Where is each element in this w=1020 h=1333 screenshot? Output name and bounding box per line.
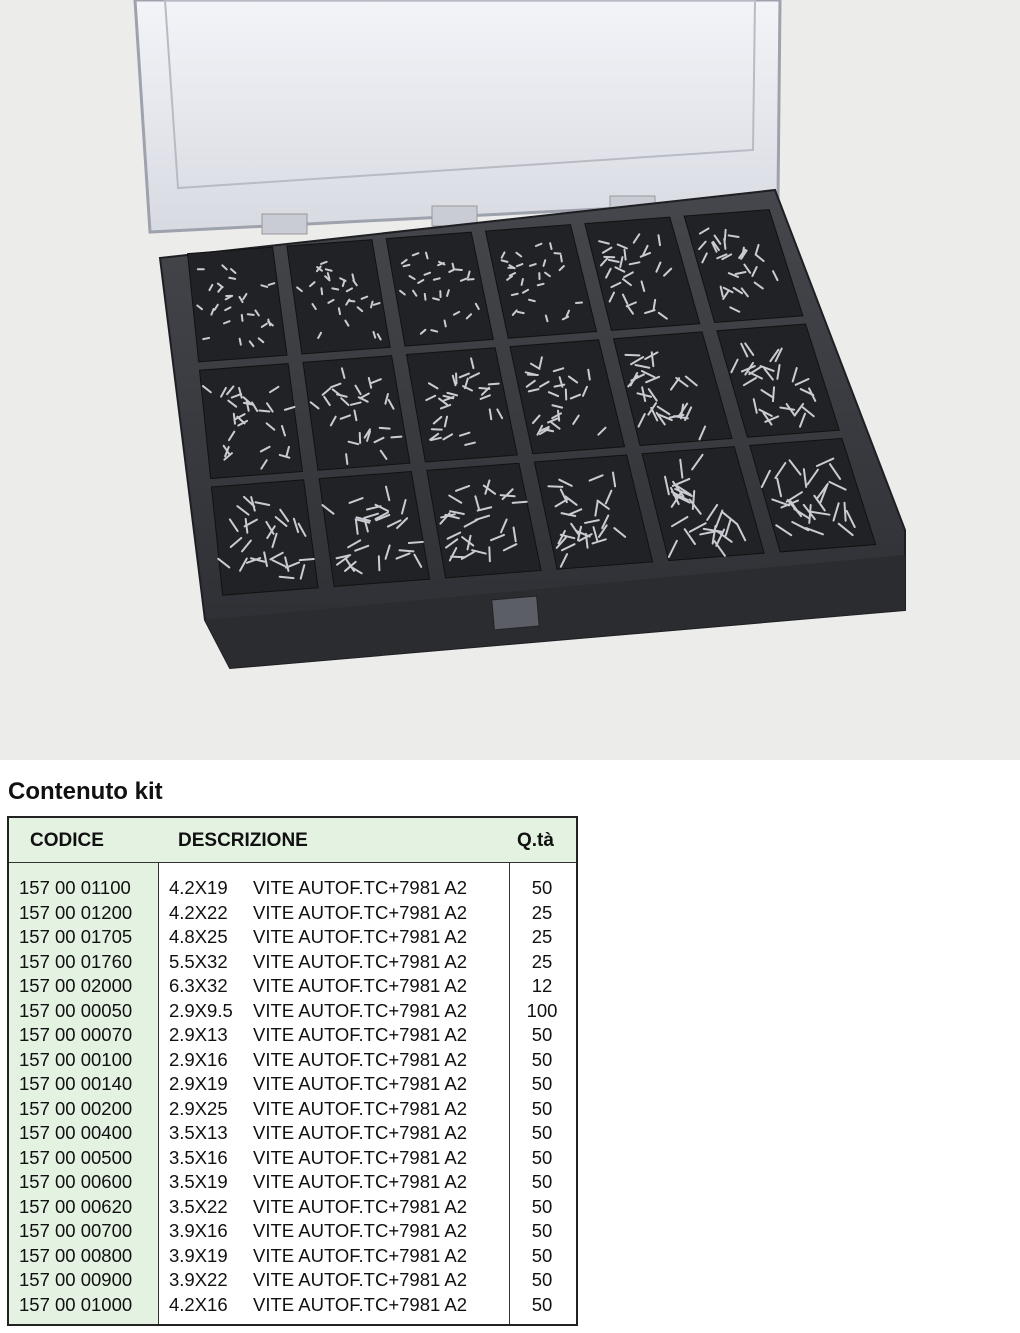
screw [725,230,726,240]
kit-contents-table [7,816,578,1326]
screw [352,274,353,280]
row-description: VITE AUTOF.TC+7981 A2 [253,1024,468,1045]
screw [453,264,454,270]
screw [550,243,551,249]
row-size: 3.5X16 [169,1146,228,1168]
table-row [9,1097,576,1122]
row-size: 2.9X13 [169,1024,228,1045]
table-header [9,818,576,863]
table-body [9,876,576,1317]
screw [332,288,338,289]
row-size: 2.9X19 [169,1073,228,1094]
row-size: 3.5X13 [169,1122,228,1143]
row-qty: 12 [531,975,553,996]
table-row [9,1195,576,1220]
row-qty: 50 [531,1293,553,1315]
screw [229,278,235,279]
row-qty: 50 [531,877,553,898]
row-qty: 100 [526,999,558,1021]
row-qty: 50 [531,1146,553,1168]
row-qty: 25 [531,950,553,972]
screw [380,428,390,429]
table-row [9,974,576,999]
row-code: 157 00 00400 [19,1122,133,1143]
row-code: 157 00 00500 [19,1146,133,1168]
row-size: 3.5X22 [169,1195,228,1217]
row-code: 157 00 00700 [19,1220,133,1241]
row-qty: 50 [531,1122,553,1143]
compartment [303,356,410,471]
row-size: 4.2X16 [169,1293,228,1315]
table-row [9,1293,576,1318]
row-description: VITE AUTOF.TC+7981 A2 [253,1244,468,1266]
row-description: VITE AUTOF.TC+7981 A2 [253,1220,468,1241]
screw [379,556,380,570]
screw [518,312,524,313]
screw [522,279,523,285]
row-description: VITE AUTOF.TC+7981 A2 [253,1146,468,1168]
row-description: VITE AUTOF.TC+7981 A2 [253,1269,468,1290]
row-description: VITE AUTOF.TC+7981 A2 [253,975,468,996]
row-description: VITE AUTOF.TC+7981 A2 [253,1097,468,1119]
row-description: VITE AUTOF.TC+7981 A2 [253,1073,468,1094]
header-code: CODICE [30,830,104,851]
row-size: 3.9X22 [169,1269,228,1290]
row-description: VITE AUTOF.TC+7981 A2 [253,926,468,947]
row-qty: 50 [531,1195,553,1217]
row-description: VITE AUTOF.TC+7981 A2 [253,1293,468,1315]
screw [445,321,446,327]
row-code: 157 00 00900 [19,1269,133,1290]
table-row [9,1072,576,1097]
row-code: 157 00 01200 [19,901,133,923]
row-qty: 50 [531,1024,553,1045]
screw [624,250,625,260]
screw [529,300,535,301]
screw [548,486,562,487]
table-row [9,1244,576,1269]
table-row [9,1170,576,1195]
screw [339,308,340,314]
row-description: VITE AUTOF.TC+7981 A2 [253,1171,468,1192]
row-code: 157 00 00800 [19,1244,133,1266]
screw [203,338,209,339]
row-qty: 25 [531,926,553,947]
table-row [9,1048,576,1073]
screw [431,330,437,331]
compartment [200,364,303,479]
table-row [9,1146,576,1171]
row-qty: 50 [531,1269,553,1290]
screw [512,294,518,295]
row-qty: 50 [531,1073,553,1094]
header-qty: Q.tà [517,830,554,851]
screw [502,260,508,261]
screw [321,288,322,294]
screw [399,550,413,551]
row-code: 157 00 00140 [19,1073,133,1094]
row-code: 157 00 01100 [19,877,131,898]
screw [844,503,845,521]
header-description: DESCRIZIONE [178,830,308,851]
row-qty: 50 [531,1048,553,1070]
row-description: VITE AUTOF.TC+7981 A2 [253,1122,468,1143]
row-code: 157 00 01705 [19,926,133,947]
row-description: VITE AUTOF.TC+7981 A2 [253,1195,468,1217]
screw [391,437,401,438]
table-row [9,901,576,926]
screw [234,414,235,424]
row-size: 2.9X9.5 [169,999,233,1021]
row-size: 2.9X16 [169,1048,228,1070]
section-title: Contenuto kit [8,778,163,805]
row-qty: 50 [531,1097,553,1119]
row-qty: 25 [531,901,553,923]
table-row [9,876,576,901]
screw [625,355,639,356]
screw [451,557,465,558]
row-code: 157 00 00600 [19,1171,133,1192]
row-size: 3.9X19 [169,1244,228,1266]
row-qty: 50 [531,1220,553,1241]
screw [248,314,254,315]
row-size: 4.2X22 [169,901,228,923]
compartment [319,472,429,587]
screw [409,542,423,543]
table-row [9,950,576,975]
row-code: 157 00 02000 [19,975,133,996]
compartment [188,247,287,362]
screw [489,547,490,561]
screw [434,278,440,279]
table-row [9,1268,576,1293]
row-size: 6.3X32 [169,975,228,996]
screw [513,502,527,503]
row-description: VITE AUTOF.TC+7981 A2 [253,901,468,923]
row-code: 157 00 00200 [19,1097,133,1119]
screw [538,284,544,285]
row-description: VITE AUTOF.TC+7981 A2 [253,877,468,898]
row-qty: 50 [531,1244,553,1266]
row-qty: 50 [531,1171,553,1192]
table-row [9,1121,576,1146]
row-size: 5.5X32 [169,950,228,972]
screw [259,411,269,412]
row-code: 157 00 00050 [19,999,133,1021]
screw [425,294,426,300]
screw [489,384,499,385]
compartment [212,480,319,595]
row-size: 3.9X16 [169,1220,228,1241]
screw [242,315,243,321]
row-size: 4.8X25 [169,926,228,947]
screw [240,339,241,345]
row-size: 2.9X25 [169,1097,228,1119]
row-description: VITE AUTOF.TC+7981 A2 [253,1048,468,1070]
row-code: 157 00 00070 [19,1024,133,1045]
table-row [9,925,576,950]
screw [404,265,410,266]
screw [558,411,559,421]
screw [561,256,562,262]
row-size: 3.5X19 [169,1171,228,1192]
screw [300,559,314,560]
row-code: 157 00 00620 [19,1195,133,1217]
row-description: VITE AUTOF.TC+7981 A2 [253,950,468,972]
screw [773,387,774,401]
row-code: 157 00 01760 [19,950,133,972]
table-row [9,999,576,1024]
screw [346,454,347,464]
row-code: 157 00 01000 [19,1293,133,1315]
case-lid [135,0,780,234]
row-code: 157 00 00100 [19,1048,133,1070]
screw [280,577,294,578]
row-size: 4.2X19 [169,877,228,898]
table-row [9,1023,576,1048]
table-row [9,1219,576,1244]
row-description: VITE AUTOF.TC+7981 A2 [253,999,468,1021]
